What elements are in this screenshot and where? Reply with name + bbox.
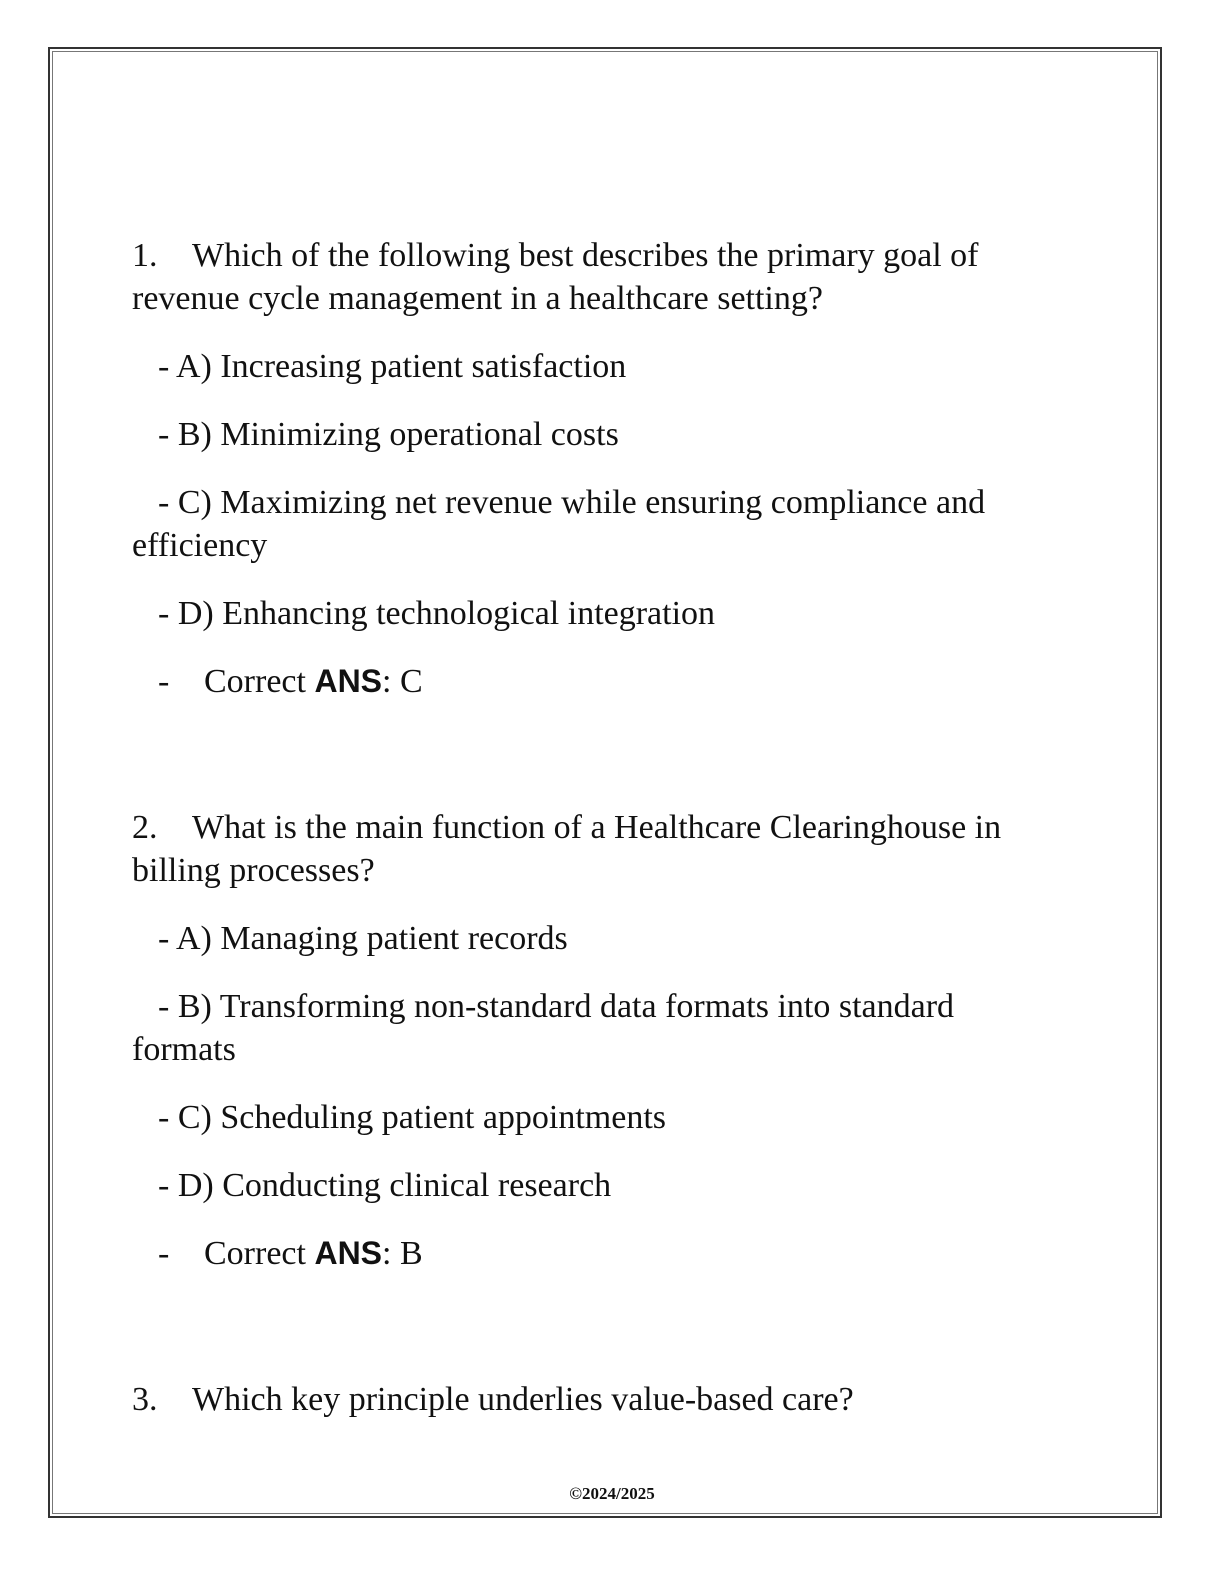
question-2-option-b: - B) Transforming non-standard data formats into standard formats (132, 988, 955, 1068)
question-1-option-a: - A) Increasing patient satisfaction (158, 348, 627, 385)
question-1-option-c: - C) Maximizing net revenue while ensuring compliance and efficiency (132, 484, 986, 564)
answer-dash: - (158, 1235, 170, 1272)
answer-label: ANS (314, 663, 383, 699)
question-1-text (132, 234, 1062, 320)
question-2-option-c: - C) Scheduling patient appointments (158, 1099, 667, 1136)
question-1 (132, 234, 1062, 703)
question-3-prompt: Which key principle underlies value-based care? (192, 1381, 854, 1418)
answer-label: ANS (314, 1235, 383, 1271)
question-1-option-d: - D) Enhancing technological integration (158, 595, 716, 632)
question-1-answer (132, 660, 1062, 703)
answer-value: : C (382, 663, 423, 700)
question-2-text (132, 806, 1062, 892)
question-2-option-d: - D) Conducting clinical research (158, 1167, 612, 1204)
question-2-number: 2. (132, 809, 158, 846)
question-3-text (132, 1378, 1062, 1421)
document-content (132, 234, 1062, 1421)
question-1-option-b: - B) Minimizing operational costs (158, 416, 619, 453)
answer-prefix: Correct (204, 663, 315, 700)
question-3-number: 3. (132, 1381, 158, 1418)
page-footer-copyright: ©2024/2025 (569, 1484, 655, 1503)
answer-value: : B (382, 1235, 423, 1272)
question-2-prompt: What is the main function of a Healthcare Clearinghouse in billing processes? (132, 809, 1002, 889)
question-1-number: 1. (132, 237, 158, 274)
question-2 (132, 806, 1062, 1275)
question-3 (132, 1378, 1062, 1421)
question-2-answer (132, 1232, 1062, 1275)
question-1-prompt: Which of the following best describes the primary goal of revenue cycle management in a healthcare setting? (132, 237, 979, 317)
answer-prefix: Correct (204, 1235, 315, 1272)
answer-dash: - (158, 663, 170, 700)
question-2-option-a: - A) Managing patient records (158, 920, 568, 957)
